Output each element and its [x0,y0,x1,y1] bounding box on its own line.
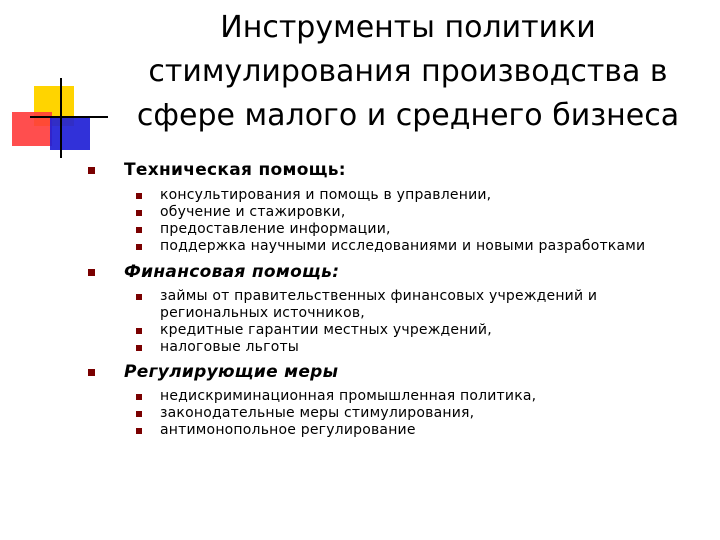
square-bullet-icon [88,167,95,174]
section-heading-text: Техническая помощь: [124,160,346,180]
slide-logo-decoration [0,0,110,170]
square-bullet-icon [136,227,142,233]
list-item-text: кредитные гарантии местных учреждений, [160,322,492,338]
list-item-text: предоставление информации, [160,221,391,237]
logo-blue-square [50,116,90,150]
square-bullet-icon [136,394,142,400]
list-item-text: консультирования и помощь в управлении, [160,187,492,203]
section-heading [0,360,720,384]
list-item [0,204,720,221]
list-item [0,288,720,322]
list-item-text: займы от правительственных финансовых учреждений и региональных источников, [160,288,598,321]
list-item [0,405,720,422]
square-bullet-icon [136,210,142,216]
section-regulatory-measures [0,360,720,439]
logo-vertical-line [60,78,62,158]
square-bullet-icon [136,328,142,334]
square-bullet-icon [136,193,142,199]
section-heading [0,260,720,284]
slide-title: Инструменты политики стимулирования производства в сфере малого и среднего бизнеса [136,10,680,133]
slide-content [0,158,720,439]
section-items [0,388,720,439]
list-item [0,238,720,255]
square-bullet-icon [136,345,142,351]
list-item [0,221,720,238]
list-item [0,339,720,356]
list-item-text: антимонопольное регулирование [160,422,416,438]
section-technical-help [0,158,720,255]
logo-horizontal-line [30,116,108,118]
list-item [0,187,720,204]
list-item [0,422,720,439]
list-item-text: обучение и стажировки, [160,204,346,220]
section-heading-text: Регулирующие меры [124,362,339,382]
list-item-text: налоговые льготы [160,339,300,355]
section-heading [0,158,720,182]
section-items [0,187,720,255]
square-bullet-icon [136,428,142,434]
section-heading-text: Финансовая помощь: [124,262,340,282]
section-financial-help [0,260,720,356]
section-items [0,288,720,356]
list-item [0,322,720,339]
square-bullet-icon [88,269,95,276]
list-item-text: поддержка научными исследованиями и новыми разработками [160,238,646,254]
square-bullet-icon [136,411,142,417]
list-item [0,388,720,405]
list-item-text: недискриминационная промышленная политика, [160,388,537,404]
list-item-text: законодательные меры стимулирования, [160,405,475,421]
square-bullet-icon [136,244,142,250]
square-bullet-icon [88,369,95,376]
square-bullet-icon [136,294,142,300]
